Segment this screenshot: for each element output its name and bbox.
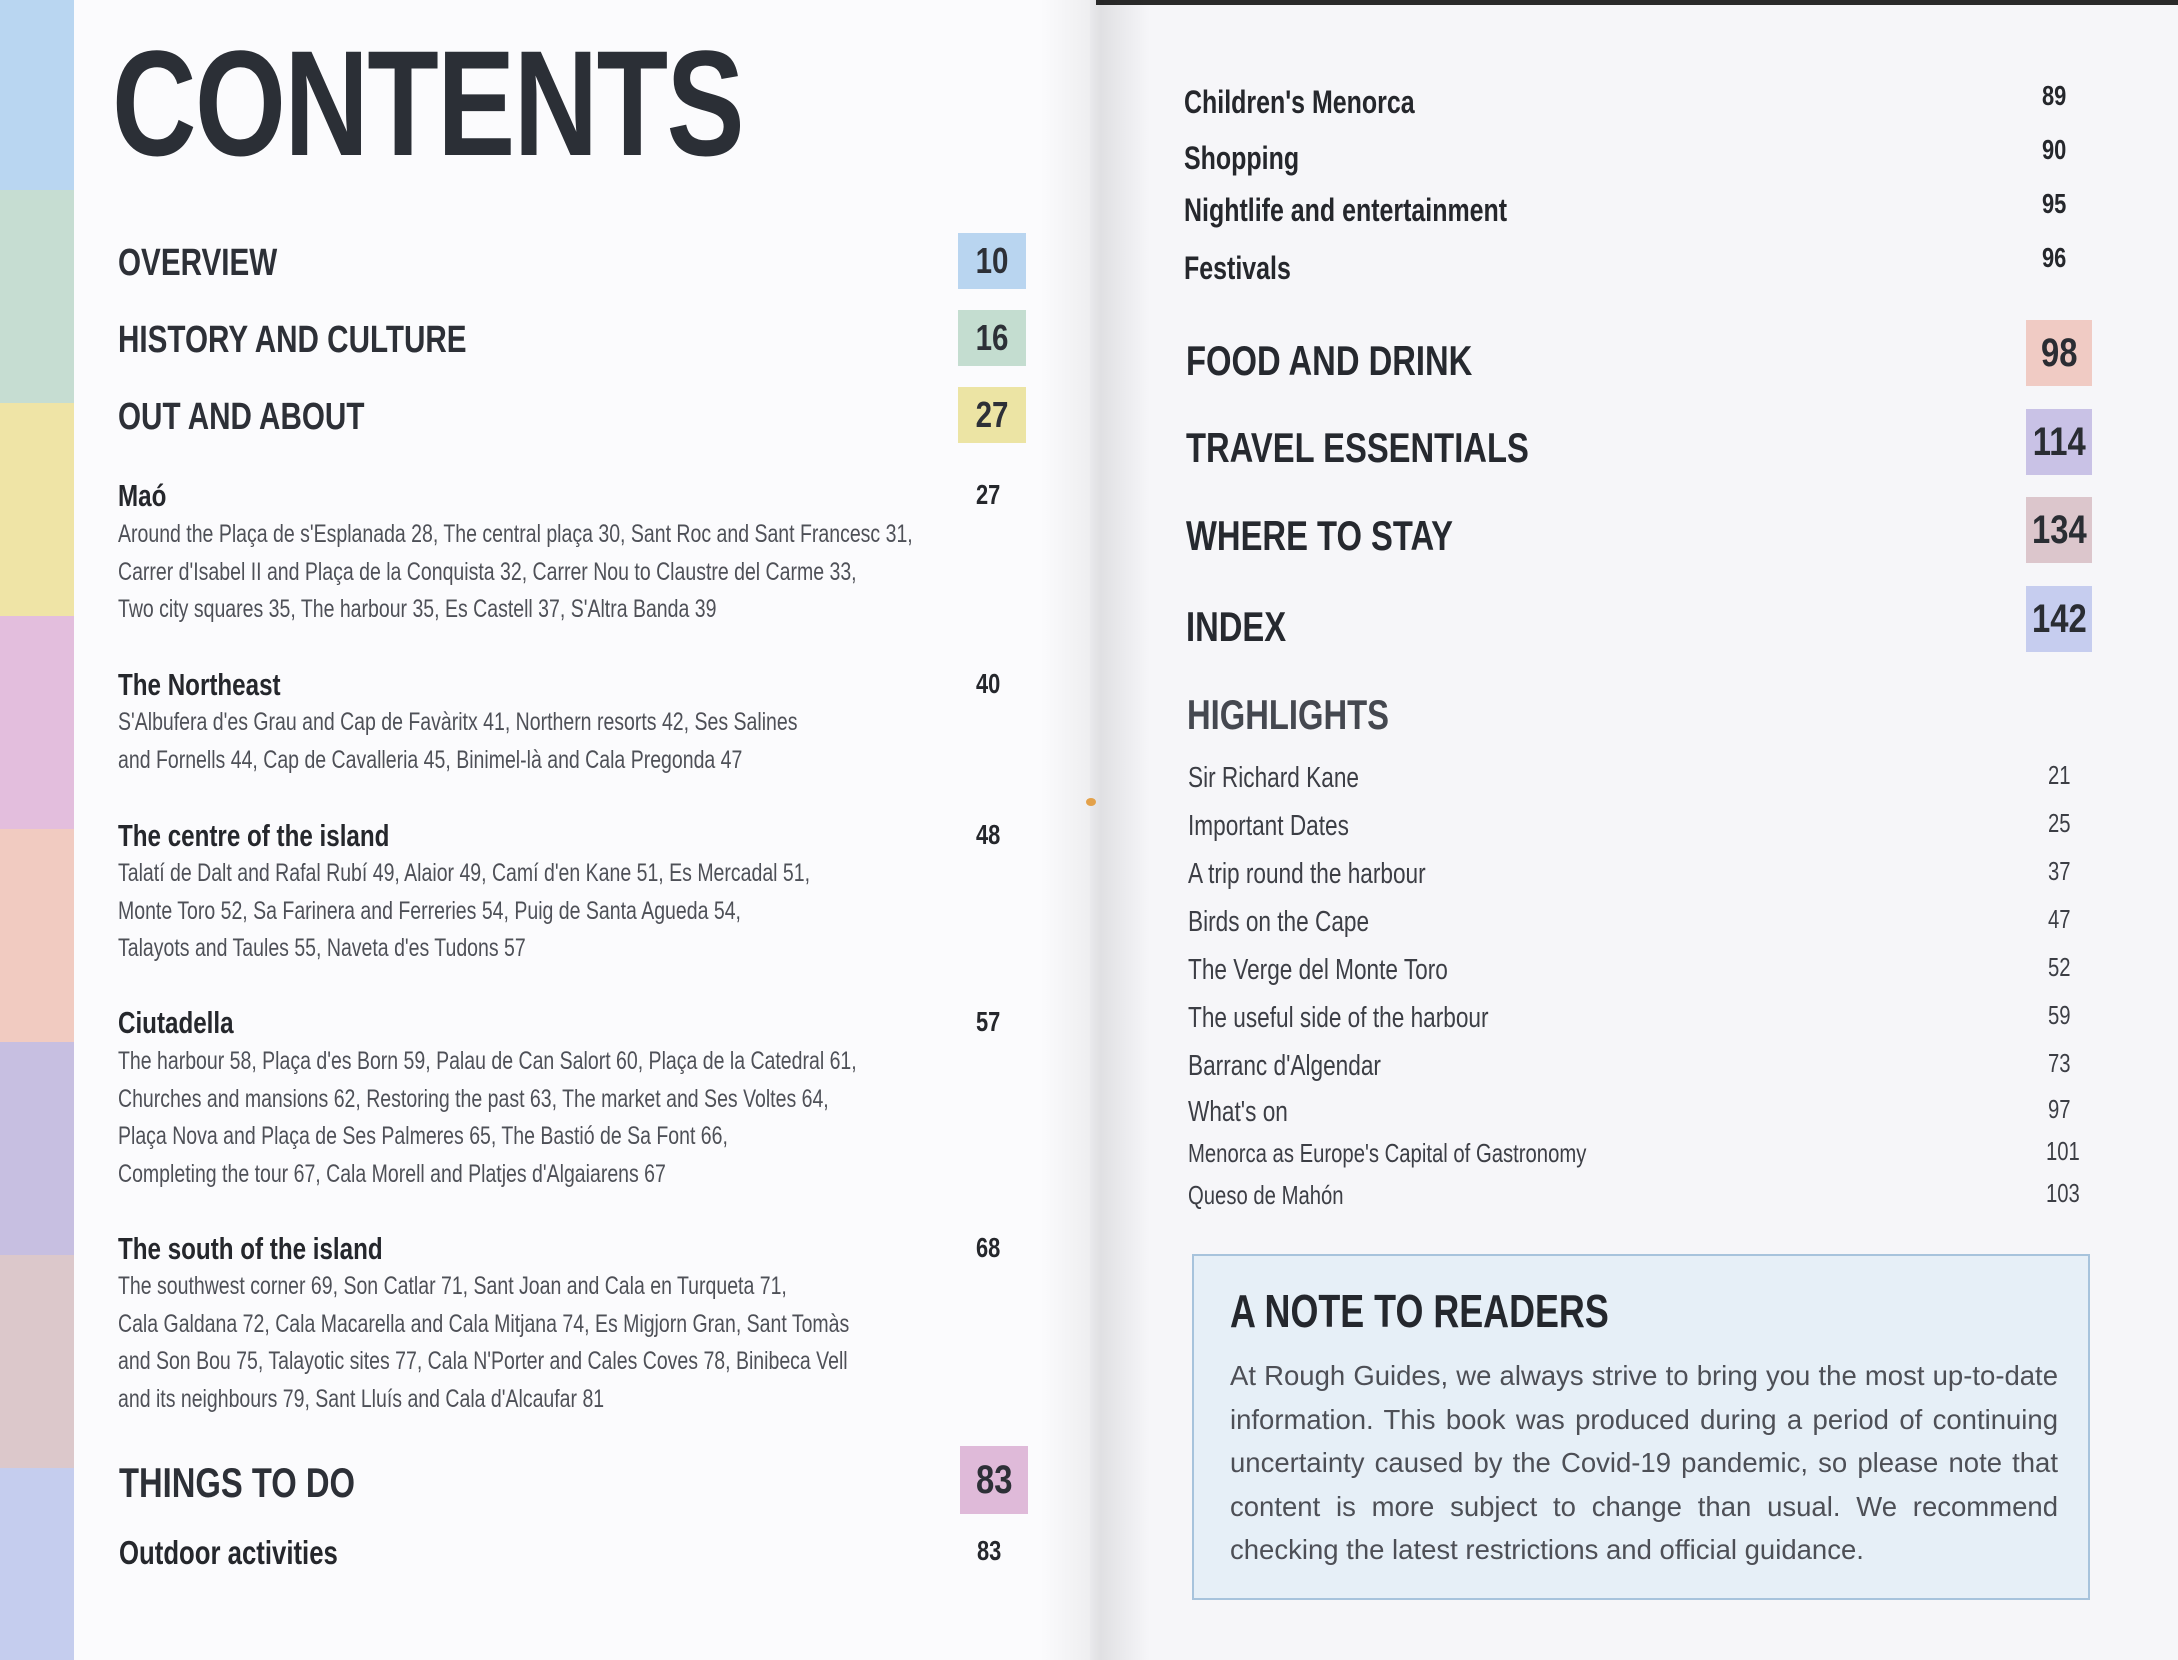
color-tab-history [0, 190, 74, 403]
highlights-heading: HIGHLIGHTS [1187, 691, 1390, 738]
page-badge-food-and-drink: 98 [2026, 320, 2092, 386]
item-festivals[interactable]: Festivals [1184, 250, 1291, 286]
section-out-and-about[interactable]: OUT AND ABOUT [118, 396, 365, 438]
section-where-to-stay[interactable]: WHERE TO STAY [1186, 512, 1453, 559]
color-tab-travel-essentials [0, 1042, 74, 1255]
entry-desc-centre [118, 855, 1005, 968]
entry-desc-mao [118, 516, 1090, 629]
desc-line: Completing the tour 67, Cala Morell and Platjes d'Algaiarens 67 [118, 1159, 666, 1188]
highlight-item[interactable]: Queso de Mahón [1188, 1180, 1344, 1210]
entry-title-mao[interactable]: Maó [118, 478, 167, 513]
desc-line: Two city squares 35, The harbour 35, Es Castell 37, S'Altra Banda 39 [118, 595, 717, 623]
page-badge-overview: 10 [958, 233, 1026, 289]
desc-line: and Son Bou 75, Talayotic sites 77, Cala N'Porter and Cales Coves 78, Binibeca Vell [118, 1347, 848, 1375]
entry-desc-south [118, 1268, 1056, 1418]
desc-line: Plaça Nova and Plaça de Ses Palmeres 65, The Bastió de Sa Font 66, [118, 1122, 728, 1150]
desc-line: S'Albufera d'es Grau and Cap de Favàritx 41, Northern resorts 42, Ses Salines [118, 708, 798, 736]
highlight-item[interactable]: Important Dates [1188, 810, 1349, 842]
desc-line: and its neighbours 79, Sant Lluís and Cala d'Alcaufar 81 [118, 1384, 605, 1413]
section-food-and-drink[interactable]: FOOD AND DRINK [1186, 337, 1473, 384]
color-tab-index [0, 1468, 74, 1660]
entry-desc-northeast [118, 704, 989, 779]
highlight-item[interactable]: The Verge del Monte Toro [1188, 954, 1448, 986]
desc-line: Around the Plaça de s'Esplanada 28, The central plaça 30, Sant Roc and Sant Francesc 31, [118, 520, 913, 548]
highlight-page-number: 103 [2046, 1178, 2080, 1208]
highlight-item[interactable]: A trip round the harbour [1188, 858, 1426, 890]
highlight-item[interactable]: What's on [1188, 1096, 1288, 1128]
entry-page-centre: 48 [976, 819, 1001, 850]
highlight-page-number: 37 [2048, 856, 2071, 886]
page-badge-history: 16 [958, 310, 1026, 366]
entry-title-south[interactable]: The south of the island [118, 1231, 383, 1266]
highlight-page-number: 52 [2048, 952, 2071, 982]
section-index[interactable]: INDEX [1186, 603, 1287, 650]
highlight-page-number: 59 [2048, 1000, 2071, 1030]
highlight-item[interactable]: Menorca as Europe's Capital of Gastronomy [1188, 1138, 1587, 1168]
color-tab-out-and-about [0, 403, 74, 616]
highlight-page-number: 25 [2048, 808, 2071, 838]
page-title: CONTENTS [112, 19, 744, 187]
page-badge-index: 142 [2026, 586, 2092, 652]
section-overview[interactable]: OVERVIEW [118, 242, 278, 284]
page-badge-where-to-stay: 134 [2026, 497, 2092, 563]
item-page-shopping: 90 [2042, 134, 2067, 165]
section-history-and-culture[interactable]: HISTORY AND CULTURE [118, 319, 467, 361]
color-tab-overview [0, 0, 74, 190]
item-page-nightlife: 95 [2042, 188, 2067, 219]
item-shopping[interactable]: Shopping [1184, 140, 1300, 176]
highlight-page-number: 97 [2048, 1094, 2071, 1124]
section-travel-essentials[interactable]: TRAVEL ESSENTIALS [1186, 424, 1529, 471]
color-tab-food-and-drink [0, 829, 74, 1042]
entry-page-northeast: 40 [976, 668, 1001, 699]
page-badge-things-to-do: 83 [960, 1446, 1028, 1514]
page-badge-travel-essentials: 114 [2026, 409, 2092, 475]
note-title: A NOTE TO READERS [1230, 1285, 1609, 1337]
entry-page-outdoor-activities: 83 [977, 1535, 1002, 1566]
entry-desc-ciutadella [118, 1043, 1065, 1193]
highlight-page-number: 47 [2048, 904, 2071, 934]
desc-line: Cala Galdana 72, Cala Macarella and Cala Mitjana 74, Es Migjorn Gran, Sant Tomàs [118, 1309, 850, 1338]
page-badge-out-and-about: 27 [958, 387, 1026, 443]
highlight-page-number: 101 [2046, 1136, 2080, 1166]
entry-title-outdoor-activities[interactable]: Outdoor activities [119, 1534, 338, 1571]
color-tab-things-to-do [0, 616, 74, 829]
page-edge [1096, 0, 2178, 5]
highlight-item[interactable]: Sir Richard Kane [1188, 762, 1359, 794]
highlight-item[interactable]: The useful side of the harbour [1188, 1002, 1489, 1034]
entry-title-northeast[interactable]: The Northeast [118, 667, 281, 702]
desc-line: and Fornells 44, Cap de Cavalleria 45, Binimel-là and Cala Pregonda 47 [118, 745, 743, 774]
entry-title-centre[interactable]: The centre of the island [118, 818, 390, 853]
item-page-childrens-menorca: 89 [2042, 80, 2067, 111]
entry-page-ciutadella: 57 [976, 1006, 1001, 1037]
highlight-item[interactable]: Birds on the Cape [1188, 906, 1370, 938]
desc-line: Churches and mansions 62, Restoring the past 63, The market and Ses Voltes 64, [118, 1084, 829, 1113]
color-tab-where-to-stay [0, 1255, 74, 1468]
desc-line: Monte Toro 52, Sa Farinera and Ferreries 54, Puig de Santa Agueda 54, [118, 896, 741, 925]
printer-mark [1086, 798, 1096, 806]
highlight-item[interactable]: Barranc d'Algendar [1188, 1050, 1381, 1082]
desc-line: The southwest corner 69, Son Catlar 71, Sant Joan and Cala en Turqueta 71, [118, 1272, 787, 1300]
entry-page-south: 68 [976, 1232, 1001, 1263]
desc-line: Talayots and Taules 55, Naveta d'es Tudons 57 [118, 934, 526, 962]
desc-line: Talatí de Dalt and Rafal Rubí 49, Alaior 49, Camí d'en Kane 51, Es Mercadal 51, [118, 859, 811, 887]
highlight-page-number: 73 [2048, 1048, 2071, 1078]
highlight-page-number: 21 [2048, 760, 2071, 790]
item-nightlife[interactable]: Nightlife and entertainment [1184, 192, 1508, 228]
section-things-to-do[interactable]: THINGS TO DO [119, 1459, 356, 1506]
item-page-festivals: 96 [2042, 242, 2067, 273]
note-to-readers-box [1192, 1254, 2090, 1600]
desc-line: The harbour 58, Plaça d'es Born 59, Palau de Can Salort 60, Plaça de la Catedral 61, [118, 1047, 857, 1075]
entry-page-mao: 27 [976, 479, 1001, 510]
desc-line: Carrer d'Isabel II and Plaça de la Conquista 32, Carrer Nou to Claustre del Carme 33, [118, 557, 857, 586]
item-childrens-menorca[interactable]: Children's Menorca [1184, 84, 1415, 120]
note-text: At Rough Guides, we always strive to bring you the most up-to-date information. This book was produced during a period of continuing uncertainty caused by the Covid-19 pandemic, so please note that content is more subject to change than usual. We recommend checking the latest restrictions and official guidance. [1230, 1360, 2058, 1565]
entry-title-ciutadella[interactable]: Ciutadella [118, 1005, 234, 1040]
